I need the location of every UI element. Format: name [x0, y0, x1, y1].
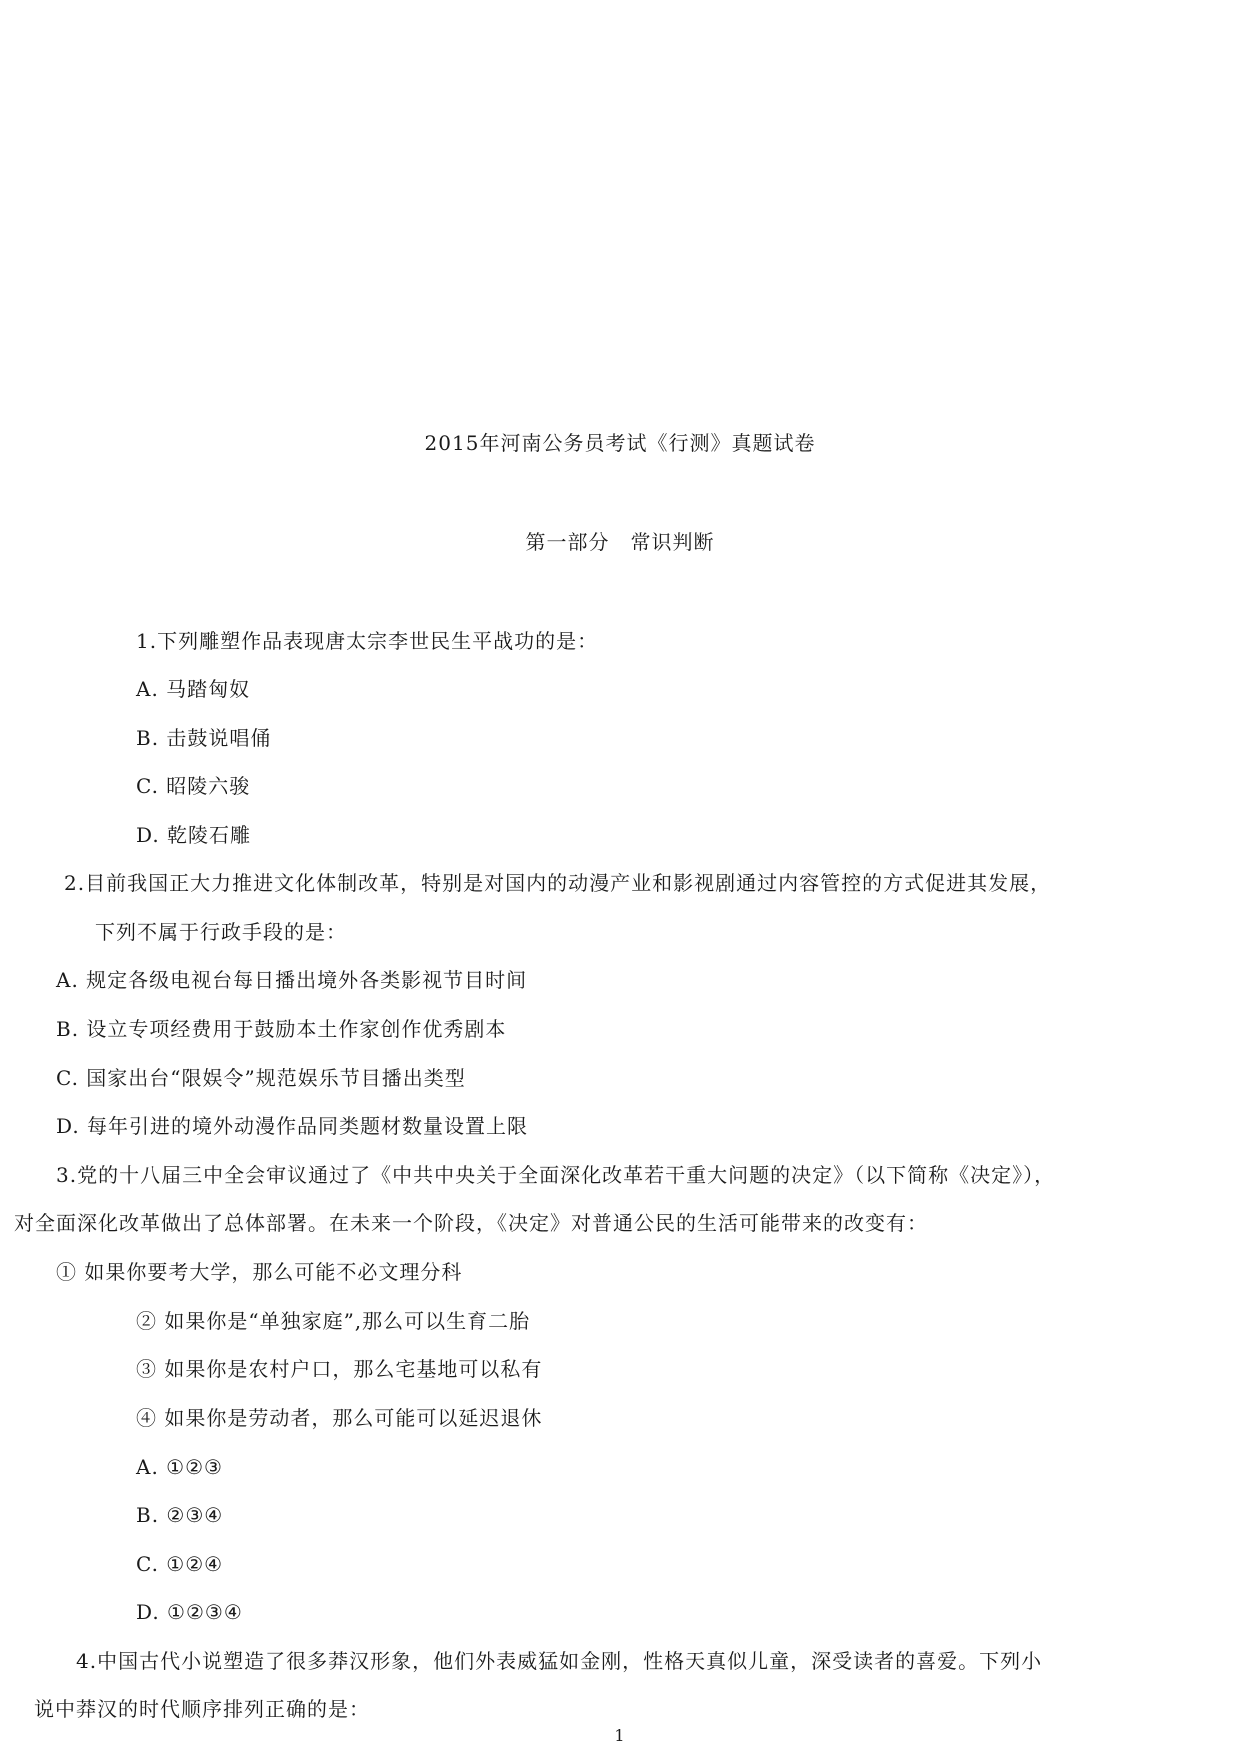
- question-3-option-a: A. ①②③: [136, 1455, 223, 1479]
- question-4-stem-line-2: 说中莽汉的时代顺序排列正确的是：: [34, 1697, 370, 1721]
- question-1-option-c: C. 昭陵六骏: [136, 774, 251, 798]
- section-heading: 第一部分 常识判断: [525, 530, 715, 554]
- question-3-statement-4: ④ 如果你是劳动者，那么可能可以延迟退休: [136, 1406, 543, 1430]
- question-3-stem-line-2: 对全面深化改革做出了总体部署。在未来一个阶段，《决定》对普通公民的生活可能带来的改变有：: [14, 1211, 928, 1235]
- question-4-stem-line-1: 4.中国古代小说塑造了很多莽汉形象，他们外表威猛如金刚，性格天真似儿童，深受读者的喜爱。下列小: [76, 1649, 1043, 1673]
- question-2-option-d: D. 每年引进的境外动漫作品同类题材数量设置上限: [56, 1114, 529, 1138]
- question-1-option-a: A. 马踏匈奴: [136, 677, 251, 701]
- question-2-stem-line-2: 下列不属于行政手段的是：: [95, 920, 347, 944]
- question-1-stem: 1.下列雕塑作品表现唐太宗李世民生平战功的是：: [136, 629, 599, 653]
- question-3-option-b: B. ②③④: [136, 1503, 224, 1527]
- question-3-option-d: D. ①②③④: [136, 1600, 243, 1624]
- question-1-option-d: D. 乾陵石雕: [136, 823, 252, 847]
- question-3-statement-1: ① 如果你要考大学，那么可能不必文理分科: [56, 1260, 463, 1284]
- question-3-statement-3: ③ 如果你是农村户口，那么宅基地可以私有: [136, 1357, 543, 1381]
- question-2-stem-line-1: 2.目前我国正大力推进文化体制改革，特别是对国内的动漫产业和影视剧通过内容管控的方式促进其发展，: [64, 871, 1052, 895]
- question-2-option-b: B. 设立专项经费用于鼓励本土作家创作优秀剧本: [56, 1017, 507, 1041]
- question-2-option-a: A. 规定各级电视台每日播出境外各类影视节目时间: [56, 968, 528, 992]
- page-title: 2015年河南公务员考试《行测》真题试卷: [424, 431, 816, 455]
- question-3-option-c: C. ①②④: [136, 1552, 224, 1576]
- question-3-stem-line-1: 3.党的十八届三中全会审议通过了《中共中央关于全面深化改革若干重大问题的决定》（以下简称《决定》），: [56, 1163, 1056, 1187]
- page-number: 1: [614, 1726, 626, 1745]
- question-2-option-c: C. 国家出台“限娱令”规范娱乐节目播出类型: [56, 1066, 466, 1090]
- question-1-option-b: B. 击鼓说唱俑: [136, 726, 272, 750]
- question-3-statement-2: ② 如果你是“单独家庭”,那么可以生育二胎: [136, 1309, 531, 1333]
